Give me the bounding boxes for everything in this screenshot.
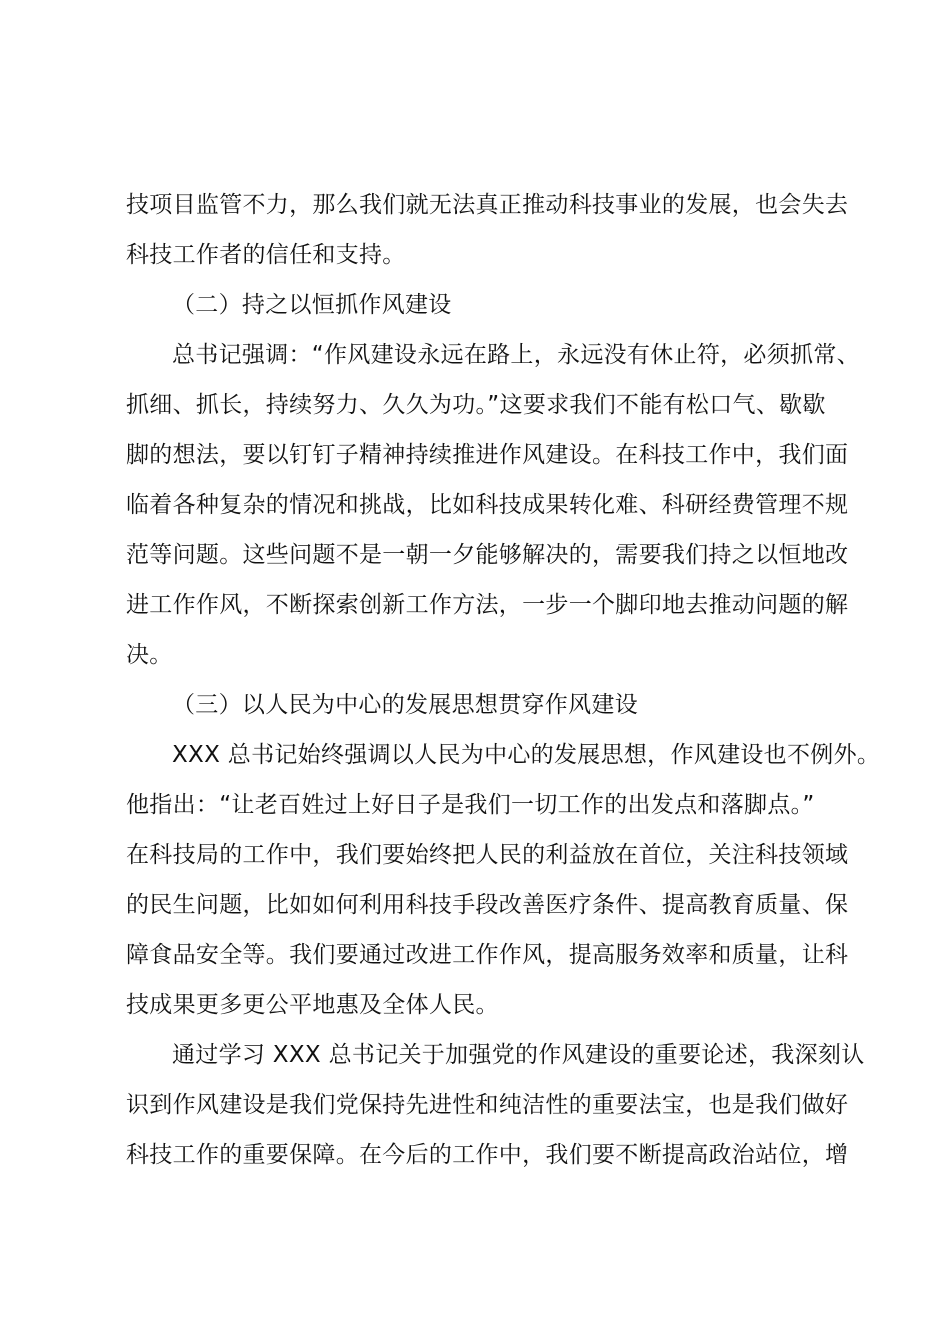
text-line: 通过学习 XXX 总书记关于加强党的作风建设的重要论述，我深刻认 bbox=[172, 1042, 865, 1068]
text-line: 在科技局的工作中，我们要始终把人民的利益放在首位，关注科技领域 bbox=[126, 842, 849, 868]
text-line: 决。 bbox=[126, 642, 173, 668]
section-heading: （三）以人民为中心的发展思想贯穿作风建设 bbox=[172, 692, 638, 718]
text-line: 技成果更多更公平地惠及全体人民。 bbox=[126, 992, 499, 1018]
text-line: 范等问题。这些问题不是一朝一夕能够解决的，需要我们持之以恒地改 bbox=[126, 542, 849, 568]
text-line: 科技工作的重要保障。在今后的工作中，我们要不断提高政治站位，增 bbox=[126, 1142, 849, 1168]
text-line: 总书记强调：“作风建设永远在路上，永远没有休止符，必须抓常、 bbox=[172, 342, 860, 368]
text-line: 临着各种复杂的情况和挑战，比如科技成果转化难、科研经费管理不规 bbox=[126, 492, 849, 518]
text-line: 技项目监管不力，那么我们就无法真正推动科技事业的发展，也会失去 bbox=[126, 192, 849, 218]
text-line: 障食品安全等。我们要通过改进工作作风，提高服务效率和质量，让科 bbox=[126, 942, 849, 968]
text-line: 科技工作者的信任和支持。 bbox=[126, 242, 406, 268]
text-line: 识到作风建设是我们党保持先进性和纯洁性的重要法宝，也是我们做好 bbox=[126, 1092, 849, 1118]
text-line: 他指出：“让老百姓过上好日子是我们一切工作的出发点和落脚点。” bbox=[126, 792, 815, 818]
section-heading: （二）持之以恒抓作风建设 bbox=[172, 292, 452, 318]
text-line: 脚的想法，要以钉钉子精神持续推进作风建设。在科技工作中，我们面 bbox=[126, 442, 849, 468]
text-line: XXX 总书记始终强调以人民为中心的发展思想，作风建设也不例外。 bbox=[172, 742, 881, 768]
text-line: 进工作作风，不断探索创新工作方法，一步一个脚印地去推动问题的解 bbox=[126, 592, 849, 618]
text-line: 抓细、抓长，持续努力、久久为功。”这要求我们不能有松口气、歇歇 bbox=[126, 392, 826, 418]
text-line: 的民生问题，比如如何利用科技手段改善医疗条件、提高教育质量、保 bbox=[126, 892, 849, 918]
